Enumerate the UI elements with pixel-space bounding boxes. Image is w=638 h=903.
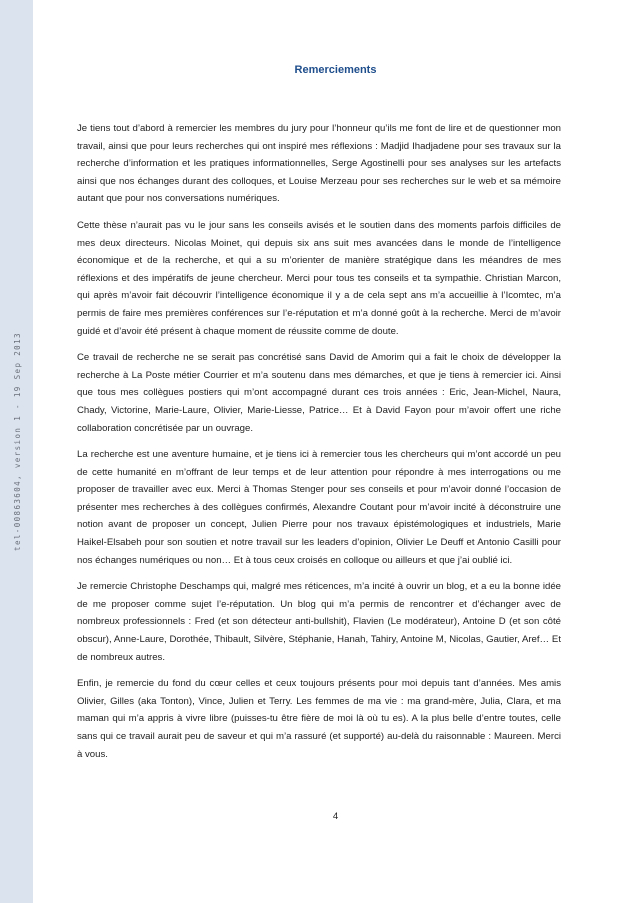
archive-stamp-text: tel-00863604, version 1 - 19 Sep 2013	[12, 331, 22, 551]
page-number: 4	[332, 811, 339, 822]
paragraph-blog: Je remercie Christophe Deschamps qui, malgré mes réticences, m’a incité à ouvrir un blog, et a eu la bonne idée de me proposer comme sujet l’e-réputation. Un blog qui m’a permis de rencontrer et d’échanger avec de nombreux professionnels : Fred (et son détecteur anti-bullshit), Flavien (Le modérateur), Antoine D (et son côté obscur), Anne-Laure, Dorothée, Thibault, Silvère, Stéphanie, Hanah, Tahiry, Antoine M, Nicolas, Gautier, Aref… Et de nombreux autres.	[77, 581, 561, 663]
page-title: Remerciements	[294, 64, 377, 76]
archive-stamp	[2, 331, 32, 551]
paragraph-directors: Cette thèse n’aurait pas vu le jour sans les conseils avisés et le soutien dans des moments parfois difficiles de mes deux directeurs. Nicolas Moinet, qui depuis six ans suit mes avancées dans le monde de l’intelligence économique et de la recherche, et qui a su m’orienter de manière stratégique dans les méandres de mes réflexions et des impératifs de jeune chercheur. Merci pour tous tes conseils et ta sympathie. Christian Marcon, qui après m’avoir fait découvrir l’intelligence économique il y a de cela sept ans m’a accueillie à l’Icomtec, m’a permis de faire mes premières conférences sur l’e-réputation et m’a donné goût à la recherche. Merci de m’avoir guidé et d’avoir été présent à chaque moment de réussite comme de doute.	[77, 219, 561, 337]
paragraph-jury: Je tiens tout d’abord à remercier les membres du jury pour l’honneur qu’ils me font de lire et de questionner mon travail, ainsi que pour leurs recherches qui ont inspiré mes réflexions : Madjid Ihadjadene pour ses travaux sur la recherche d’information et les pratiques informationnelles, Serge Agostinelli pour ses analyses sur les artefacts ainsi que nos échanges durant des colloques, et Louise Merzeau pour ses recherches sur le web et sa mémoire autant que pour nos conversations numériques.	[77, 123, 561, 205]
paragraph-la-poste: Ce travail de recherche ne se serait pas concrétisé sans David de Amorim qui a fait le choix de développer la recherche à La Poste métier Courrier et m’a soutenu dans mes démarches, et que je tiens à remercier ici. Ainsi que tous mes collègues postiers qui m’ont accompagné durant ces trois années : Eric, Jean-Michel, Naura, Chady, Victorine, Marie-Laure, Olivier, Marie-Liesse, Patrice… Et à David Fayon pour m’avoir offert une riche collaboration concrétisée par un ouvrage.	[77, 352, 561, 434]
paragraph-researchers: La recherche est une aventure humaine, et je tiens ici à remercier tous les chercheurs qui m’ont accordé un peu de cette humanité en m’offrant de leur temps et de leur attention pour répondre à mes interrogations ou me proposer de travailler avec eux. Merci à Thomas Stenger pour ses conseils et pour m’avoir donné l’occasion de présenter mes recherches à des collègues confirmés, Alexandre Coutant pour m’avoir incité à déconstruire une notion avant de proposer un concept, Julien Pierre pour nos travaux épistémologiques et industriels, Marie Haikel-Elsabeh pour son soutien et notre travail sur les leaders d’opinion, Olivier Le Deuff et Antonio Casilli pour nos échanges numériques ou non… Et à tous ceux croisés en colloque ou ailleurs et que j’ai oublié ici.	[77, 449, 561, 566]
acknowledgements-body	[77, 120, 561, 772]
paragraph-family: Enfin, je remercie du fond du cœur celles et ceux toujours présents pour moi depuis tant d’années. Mes amis Olivier, Gilles (aka Tonton), Vince, Julien et Terry. Les femmes de ma vie : ma grand-mère, Julia, Clara, et ma maman qui m’a appris à vivre libre (puisses-tu être fière de moi là où tu es). A la plus belle d’entre toutes, celle sans qui ce travail aurait peu de saveur et qui m’a rassuré (et supporté) au-delà du raisonnable : Maureen. Merci à vous.	[77, 678, 561, 760]
